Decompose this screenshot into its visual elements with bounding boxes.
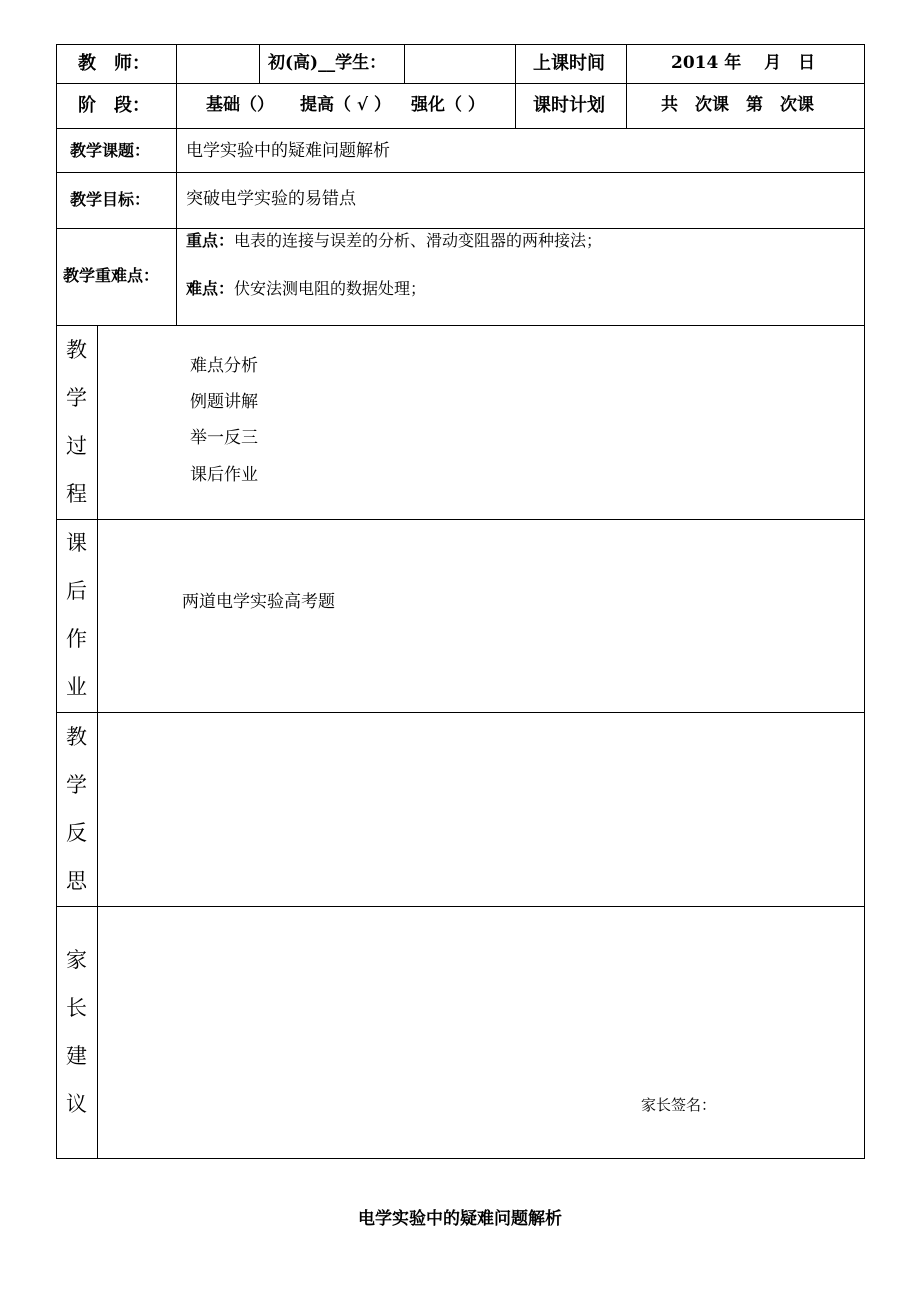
table-column-divider	[515, 44, 516, 129]
table-divider	[56, 519, 865, 520]
process-item: 课后作业	[190, 465, 258, 485]
stage-label: 阶 段：	[78, 95, 150, 116]
class-date-value: 2014 年 月 日	[671, 53, 816, 73]
teacher-label: 教 师：	[78, 53, 150, 74]
reflection-label-char: 学	[66, 773, 87, 797]
table-divider	[56, 128, 865, 129]
topic-value: 电学实验中的疑难问题解析	[186, 141, 390, 161]
table-divider	[56, 325, 865, 326]
topic-label: 教学课题：	[70, 141, 151, 160]
key-point-row	[186, 233, 602, 249]
difficult-point-value: 伏安法测电阻的数据处理；	[234, 279, 427, 298]
process-item: 例题讲解	[190, 392, 258, 412]
process-label-char: 教	[66, 338, 87, 362]
stage-improve: 提高（ √ ）	[300, 95, 392, 115]
table-divider	[56, 712, 865, 713]
process-label-char: 程	[66, 482, 87, 506]
stage-basic: 基础（）	[206, 95, 274, 115]
reflection-label-char: 反	[66, 821, 87, 845]
class-time-label: 上课时间	[533, 53, 605, 74]
process-item: 难点分析	[190, 356, 258, 376]
parent-label-char: 建	[66, 1044, 87, 1068]
table-border-bottom	[56, 1158, 865, 1159]
table-border-left	[56, 44, 57, 1159]
key-point-label: 重点：	[186, 231, 235, 250]
table-column-divider	[97, 325, 98, 1159]
parent-signature-label: 家长签名：	[641, 1096, 717, 1114]
homework-label-char: 后	[66, 579, 87, 603]
process-item: 举一反三	[190, 428, 258, 448]
table-column-divider	[259, 44, 260, 84]
homework-label-char: 课	[66, 531, 87, 555]
table-divider	[56, 906, 865, 907]
reflection-label-char: 教	[66, 725, 87, 749]
table-column-divider	[626, 44, 627, 129]
key-point-value: 电表的连接与误差的分析、滑动变阻器的两种接法；	[234, 231, 603, 250]
table-divider	[56, 228, 865, 229]
key-points-label: 教学重难点：	[63, 266, 160, 285]
homework-value: 两道电学实验高考题	[182, 592, 335, 612]
parent-label-char: 长	[66, 996, 87, 1020]
reflection-label-char: 思	[66, 869, 87, 893]
stage-strengthen: 强化（ ）	[411, 95, 485, 115]
table-border-top	[56, 44, 865, 45]
table-border-right	[864, 44, 865, 1159]
difficult-point-row	[186, 281, 426, 297]
table-divider	[56, 83, 865, 84]
table-column-divider	[404, 44, 405, 84]
lesson-plan-label: 课时计划	[533, 95, 605, 116]
process-label-char: 学	[66, 386, 87, 410]
process-label-char: 过	[66, 434, 87, 458]
goal-label: 教学目标：	[70, 190, 151, 209]
homework-label-char: 作	[66, 627, 87, 651]
parent-label-char: 家	[66, 948, 87, 972]
homework-label-char: 业	[66, 675, 87, 699]
lesson-plan-value: 共 次课 第 次课	[661, 95, 814, 115]
grade-student-label: 初(高)__学生：	[268, 53, 387, 73]
table-divider	[56, 172, 865, 173]
difficult-point-label: 难点：	[186, 279, 235, 298]
table-column-divider	[176, 44, 177, 326]
goal-value: 突破电学实验的易错点	[186, 189, 356, 209]
document-title: 电学实验中的疑难问题解析	[358, 1209, 562, 1229]
parent-label-char: 议	[66, 1092, 87, 1116]
